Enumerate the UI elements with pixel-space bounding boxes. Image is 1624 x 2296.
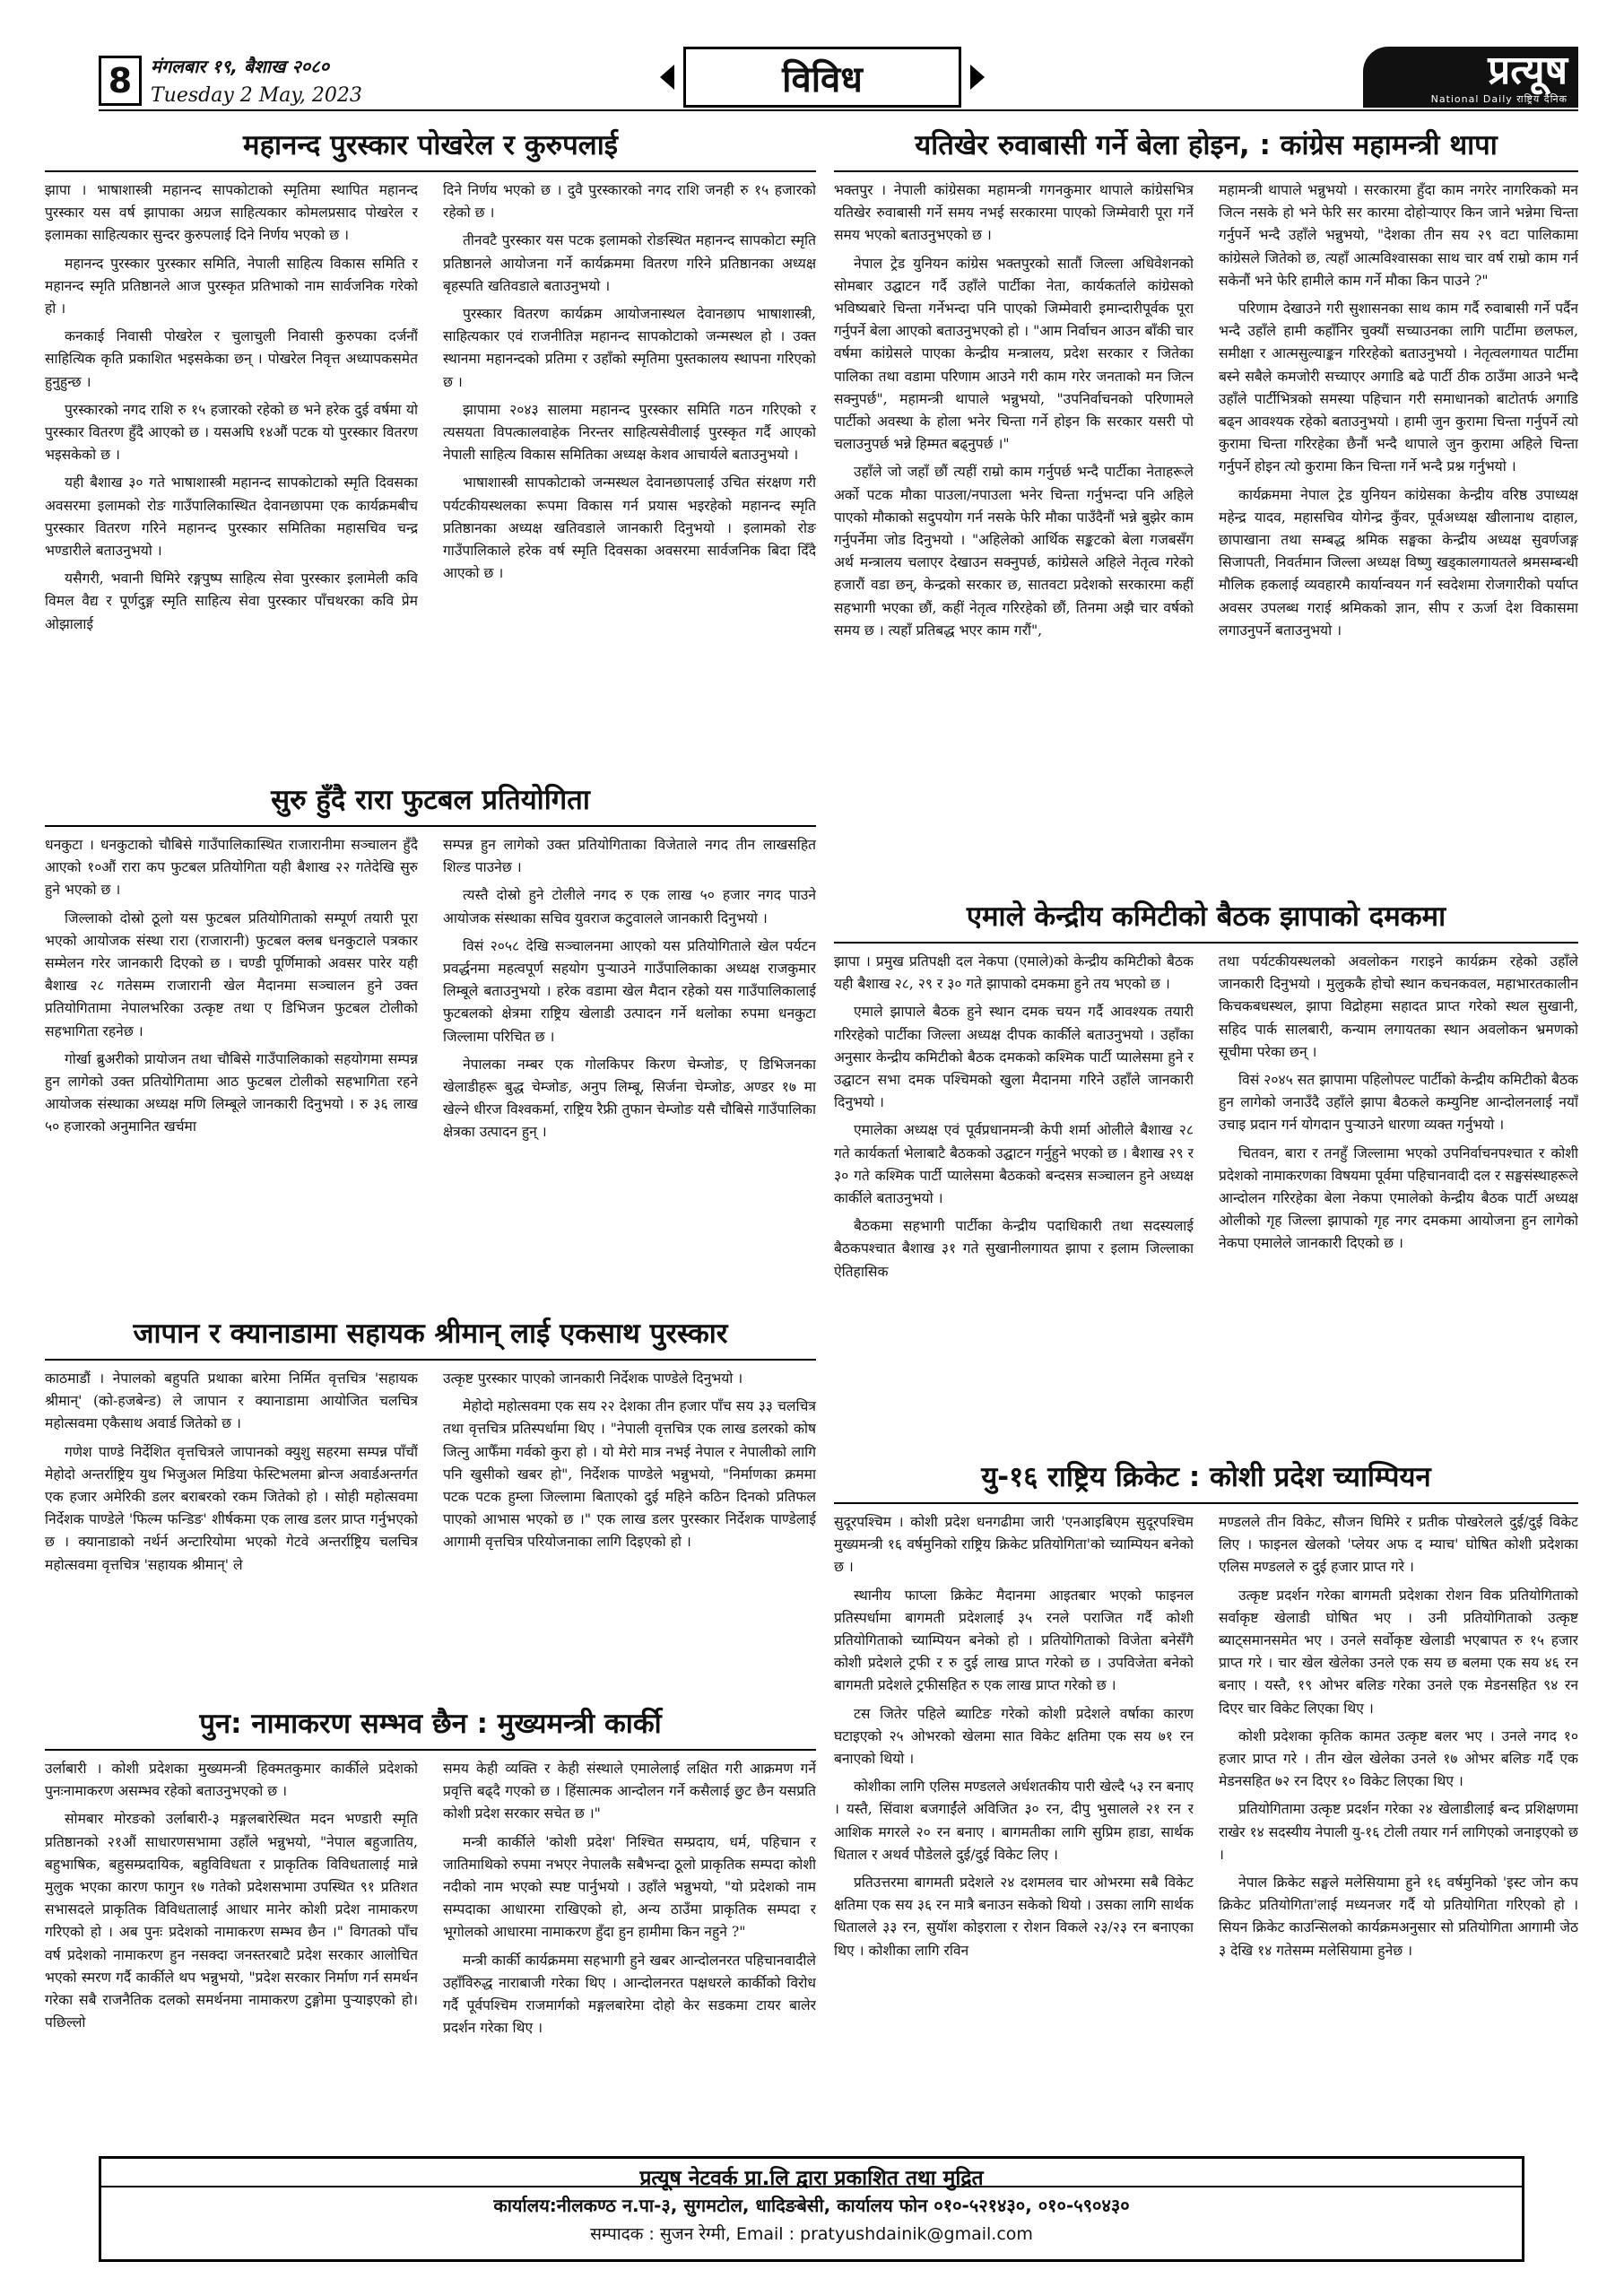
- headline: महानन्द पुरस्कार पोखरेल र कुरुपलाई: [45, 126, 816, 172]
- paragraph: यसैगरी, भवानी घिमिरे रङ्गपुष्प साहित्य सेवा पुरस्कार इलामेली कवि विमल वैद्य र पूर्णदुङ्ग स्मृति साहित्य सेवा पुरस्कार पाँचथरका कवि प्रेम ओझालाई: [45, 570, 418, 632]
- footer-office: कार्यालय:नीलकण्ठ न.पा-३, सुगमटोल, धादिङबेसी, कार्यालय फोन ०१०-५२१४३०, ०१०-५९०४३०: [493, 2195, 1130, 2216]
- page-number: 8: [99, 56, 142, 106]
- article-column: [45, 179, 418, 774]
- article-rara: [45, 780, 816, 1309]
- paragraph: कनकाई निवासी पोखरेल र चुलाचुली निवासी कुरुपका दर्जनौं साहित्यिक कृति प्रकाशित भइसकेका छन् । पोखरेल निवृत्त अध्यापकसमेत हुनुहुन्छ ।: [45, 328, 418, 390]
- paragraph: सोमबार मोरङको उर्लाबारी-३ मङ्गलबारेस्थित मदन भण्डारी स्मृति प्रतिष्ठानको २१औं साधारणसभामा उहाँले भन्नुभयो, "नेपाल बहुजातिय, बहुभाषिक, बहुसम्प्रदायिक, बहुविविधता र प्राकृतिक विविधतालाई मान्ने मुलुक भएका कारण फागुन १७ गतेको प्रदेशसभामा उपस्थित ९१ प्रतिशत सभासदले प्राकृतिक विविधतालाई आधार मानेर कोशी प्रदेश नामाकरण गरिएको हो । अब पुनः प्रदेशको नामाकरण सम्भव छैन ।" विगतको पाँच वर्ष प्रदेशको नामाकरण हुन नसक्दा जनस्तरबाटै प्रदेश सरकार आलोचित भएको स्मरण गर्दै कार्कीले थप भन्नुभयो, "प्रदेश सरकार निर्माण गर्न समर्थन गरेका सबै राजनैतिक दलको समर्थनमा नामाकरण टुङ्गोमा पुऱ्याइएको हो। पछिल्लो: [45, 1811, 418, 2031]
- paragraph: झापा । भाषाशास्त्री महानन्द सापकोटाको स्मृतिमा स्थापित महानन्द पुरस्कार यस वर्ष झापाका अग्रज साहित्यकार कोमलप्रसाद पोखरेल र इलामका साहित्यकार सुन्दर कुरुपलाई दिने निर्णय भएको छ ।: [45, 182, 418, 244]
- article-mahananda: [45, 126, 816, 776]
- paragraph: नेपाल क्रिकेट सङ्घले मलेसियामा हुने १६ वर्षमुनिको 'इस्ट जोन कप क्रिकेट प्रतियोगिता'लाई मध्यनजर गर्दै यो प्रतियोगिता गरिएको हो । सियन क्रिकेट काउन्सिलको कार्यक्रमअनुसार सो प्रतियोगिता आगामी जेठ ३ देखि १४ गतेसम्म मलेसियामा हुनेछ ।: [1219, 1874, 1578, 1959]
- article-column: [45, 1758, 418, 2146]
- paragraph: प्रतिउत्तरमा बागमती प्रदेशले २४ दशमलव चार ओभरमा सबै विकेट क्षतिमा एक सय ३६ रन मात्रै बनाउन सकेको थियो । उसका लागि सार्थक धितालले ३३ रन, सुयॉश कोइराला र रोशन विकले २३/२३ रन बनाएका थिए । कोशीका लागि रविन: [834, 1874, 1194, 1959]
- paragraph: टस जितेर पहिले ब्याटिङ गरेको कोशी प्रदेशले वर्षाका कारण घटाइएको २५ ओभरको खेलमा सात विकेट क्षतिमा एक सय ७१ रन बनाएको थियो ।: [834, 1705, 1194, 1768]
- headline: यतिखेर रुवाबासी गर्ने बेला होइन, : कांग्रेस महामन्त्री थापा: [834, 126, 1578, 172]
- article-column: [834, 179, 1194, 891]
- paragraph: जिल्लाको दोस्रो ठूलो यस फुटबल प्रतियोगिताको सम्पूर्ण तयारी पूरा भएको आयोजक संस्था रारा (राजारानी) फुटबल क्लब धनकुटाले पत्रकार सम्मेलन गरेर जानकारी दिएको छ । चण्डी पूर्णिमाको अवसर पारेर यही बैशाख २८ गतेसम्म राजारानी खेल मैदानमा सञ्चालन हुने उक्त प्रतियोगितामा नेपालभरिका उत्कृष्ट तथा ए डिभिजन फुटबल टोलीको सहभागिता रहनेछ ।: [45, 909, 418, 1039]
- footer-imprint: [99, 2156, 1524, 2262]
- paragraph: कोशीका लागि एलिस मण्डलले अर्धशतकीय पारी खेल्दै ५३ रन बनाए । यस्तै, सिंवाश बजगाईंले अविजित ३० रन, दीपु भुसालले २१ रन र आशिक मगरले २० रन बनाए । बागमतीका लागि सुप्रिम हाडा, सार्थक धिताल र अथर्व पौडेलले दुई/दुई विकेट लिए ।: [834, 1779, 1194, 1863]
- date-english: Tuesday 2 May, 2023: [151, 84, 362, 107]
- paragraph: कार्यक्रममा नेपाल ट्रेड युनियन कांग्रेसका केन्द्रीय वरिष्ठ उपाध्यक्ष महेन्द्र यादव, महासचिव योगेन्द्र कुँवर, पूर्वअध्यक्ष खीलानाथ दाहाल, छापाखाना तथा सम्बद्ध श्रमिक सङ्घका केन्द्रीय अध्यक्ष सुवर्णजङ्ग सिजापती, निवर्तमान जिल्ला अध्यक्ष विष्णु खड्कालगायतले श्रमसम्बन्धी मौलिक हकलाई व्यवहारमै कार्यान्वयन गर्न स्वदेशमा रोजगारीको पर्याप्त अवसर उपलब्ध गराई श्रमिकको ज्ञान, सीप र ऊर्जा देश विकासमा लगाउनुपर्ने बताउनुभयो ।: [1219, 486, 1578, 639]
- paragraph: उत्कृष्ट पुरस्कार पाएको जानकारी निर्देशक पाण्डेले दिनुभयो ।: [443, 1370, 743, 1387]
- masthead-rule: [99, 109, 1578, 111]
- triangle-left-icon: [660, 65, 674, 90]
- newspaper-logo: [1363, 47, 1578, 108]
- paragraph: पुरस्कार वितरण कार्यक्रम आयोजनास्थल देवानछाप भाषाशास्त्री, साहित्यकार एवं राजनीतिज्ञ महानन्द सापकोटाको जन्मस्थल हो । उक्त स्थानमा महानन्दको प्रतिमा र उहाँको स्मृतिमा पुस्तकालय स्थापना गरिएको छ ।: [443, 306, 816, 390]
- paragraph: प्रतियोगितामा उत्कृष्ट प्रदर्शन गरेका २४ खेलाडीलाई बन्द प्रशिक्षणमा राखेर १४ सदस्यीय नेपाली यु-१६ टोली तयार गर्न लागिएको जनाइएको छ ।: [1219, 1801, 1578, 1863]
- footer-editor: सम्पादक : सुजन रेग्मी, Email : pratyushdainik@gmail.com: [590, 2224, 1033, 2244]
- article-column: [1219, 1511, 1578, 2146]
- logo-text: प्रत्यूष: [1488, 47, 1568, 93]
- article-column: [45, 1368, 418, 1698]
- paragraph: उत्कृष्ट प्रदर्शन गरेका बागमती प्रदेशका रोशन विक प्रतियोगिताको सर्वाकृष्ट खेलाडी घोषित भए । उनी प्रतियोगिताको उत्कृष्ट ब्याट्समानसमेत भए । उनले सर्वोकृष्ट खेलाडी भएबापत रु १५ हजार प्राप्त गरे । चार खेल खेलेका उनले एक सय छ बलमा एक सय ४६ रन बनाए । यस्तै, १९ ओभर बलिङ गरेका उनले एक मेडनसहित ९४ रन दिएर चार विकेट लिएका थिए ।: [1219, 1587, 1578, 1717]
- triangle-right-icon: [970, 65, 985, 90]
- paragraph: चितवन, बारा र तनहुँ जिल्लामा भएको उपनिर्वाचनपश्चात र कोशी प्रदेशको नामाकरणका विषयमा पूर्वमा पहिचानवादी दल र सङ्घसंस्थाहरूले आन्दोलन गरिरहेका बेला नेकपा एमालेको केन्द्रीय बैठक पार्टी अध्यक्ष ओलीको गृह जिल्ला झापाको गृह नगर दमकमा आयोजना हुन लागेको नेकपा एमालेले जानकारी दिएको छ ।: [1219, 1144, 1578, 1252]
- paragraph: नेपालका नम्बर एक गोलकिपर किरण चेम्जोङ, ए डिभिजनका खेलाडीहरू बुद्ध चेम्जोङ, अनुप लिम्बू, सिर्जना चेम्जोङ, अण्डर १७ मा खेल्ने धीरज विश्वकर्मा, राष्ट्रिय रैफ्री तुफान चेम्जोङ यसै चौबिसे गाउँपालिका क्षेत्रका उत्पादन हुन् ।: [443, 1056, 816, 1141]
- paragraph: एमाले झापाले बैठक हुने स्थान दमक चयन गर्दै आवश्यक तयारी गरिरहेको पार्टीका जिल्ला अध्यक्ष दीपक कार्कीले बताउनुभयो । उहाँका अनुसार केन्द्रीय कमिटीको बैठक दमकको कश्मिक पार्टी प्यालेसमा हुने र उद्घाटन सभा दमक पश्चिमको खुला मैदानमा गरिने उहाँले जानकारी दिनुभयो ।: [834, 1004, 1194, 1111]
- paragraph: त्यस्तै दोस्रो हुने टोलीले नगद रु एक लाख ५० हजार नगद पाउने आयोजक संस्थाका सचिव युवराज कटुवालले जानकारी दिनुभयो ।: [443, 887, 816, 926]
- paragraph: भक्तपुर । नेपाली कांग्रेसका महामन्त्री गगनकुमार थापाले कांग्रेसभित्र यतिखेर रुवाबासी गर्ने समय नभई सरकारमा पाएको जिम्मेवारी पूरा गर्ने समय भएको बताउनुभएको छ ।: [834, 182, 1194, 244]
- paragraph: दिने निर्णय भएको छ । दुवै पुरस्कारको नगद राशि जनही रु १५ हजारको रहेको छ ।: [443, 182, 816, 222]
- paragraph: मण्डलले तीन विकेट, सौजन घिमिरे र प्रतीक पोखरेलले दुई/दुई विकेट लिए । फाइनल खेलको 'प्लेयर अफ द म्याच' घोषित कोशी प्रदेशका एलिस मण्डलले रु दुई हजार प्राप्त गरे ।: [1219, 1514, 1578, 1576]
- paragraph: विसं २०४५ सत झापामा पहिलोपल्ट पार्टीको केन्द्रीय कमिटीको बैठक हुन लागेको जनाउँदै उहाँले झापा बैठकले कम्युनिष्ट आन्दोलनलाई नयाँ उचाइ प्रदान गर्न योगदान पुऱ्याउने धारणा व्यक्त गर्नुभयो ।: [1219, 1072, 1578, 1134]
- paragraph: यही बैशाख ३० गते भाषाशास्त्री महानन्द सापकोटाको स्मृति दिवसका अवसरमा इलामको रोङ गाउँपालिकास्थित देवानछापमा एक कार्यक्रमबीच पुरस्कार वितरण गरिने महानन्द पुरस्कार समितिका महासचिव चन्द्र भण्डारीले बताउनुभयो ।: [45, 474, 418, 560]
- article-column: [45, 834, 418, 1308]
- article-cricket: [834, 1457, 1578, 2148]
- article-japan: [45, 1314, 816, 1700]
- paragraph: सम्पन्न हुन लागेको उक्त प्रतियोगिताका विजेताले नगद तीन लाखसहित शिल्ड पाउनेछ ।: [443, 837, 816, 876]
- headline: एमाले केन्द्रीय कमिटीको बैठक झापाको दमकमा: [834, 897, 1578, 944]
- headline: यु-१६ राष्ट्रिय क्रिकेट : कोशी प्रदेश च्याम्पियन: [834, 1457, 1578, 1504]
- paragraph: बैठकमा सहभागी पार्टीका केन्द्रीय पदाधिकारी तथा सदस्यलाई बैठकपश्चात बैशाख ३१ गते सुखानीलगायत झापा र इलाम जिल्लाका ऐतिहासिक: [834, 1218, 1194, 1280]
- paragraph: स्थानीय फाप्ला क्रिकेट मैदानमा आइतबार भएको फाइनल प्रतिस्पर्धामा बागमती प्रदेशलाई ३५ रनले पराजित गर्दै कोशी प्रतियोगिताको च्याम्पियन बनेको हो । प्रतियोगिताको विजेता बनेसँगै कोशी प्रदेशले ट्रफी र रु दुई लाख प्राप्त गरेको छ । उपविजेता बनेको बागमती प्रदेशले ट्रफीसहित रु एक लाख प्राप्त गरेको छ ।: [834, 1587, 1194, 1694]
- article-column: [443, 1758, 816, 2146]
- paragraph: गणेश पाण्डे निर्देशित वृत्तचित्रले जापानको क्युशु सहरमा सम्पन्न पाँचौं मेहोदो अन्तर्राष्ट्रिय युथ भिजुअल मिडिया फेस्टिभलमा ब्रोन्ज अवार्डअन्तर्गत एक हजार अमेरिकी डलर बराबरको रकम जितेको हो । सोही महोत्सवमा निर्देशक पाण्डेले 'फिल्म फन्डिङ' शीर्षकमा एक लाख डलर प्राप्त गर्नुभएको छ । क्यानाडाको नर्थर्न अन्टारियोमा भएको गेटवे अन्तर्राष्ट्रिय चलचित्र महोत्सवमा वृत्तचित्र 'सहायक श्रीमान्' ले: [45, 1443, 418, 1573]
- date-nepali: मंगलबार १९, बैशाख २०८०: [151, 56, 330, 77]
- paragraph: काठमाडौं । नेपालको बहुपति प्रथाका बारेमा निर्मित वृत्तचित्र 'सहायक श्रीमान्' (को-हजबेन्ड) ले जापान र क्यानाडामा आयोजित चलचित्र महोत्सवमा एकैसाथ अवार्ड जितेको छ ।: [45, 1370, 418, 1432]
- paragraph: परिणाम देखाउने गरी सुशासनका साथ काम गर्दै रुवाबासी गर्ने पर्दैन भन्दै उहाँले हामी कहाँनिर चुक्यौं सच्याउनका लागि पार्टीमा छलफल, समीक्षा र आत्मसुल्याङ्कन गरिरहेको बताउनुभयो । नेतृत्वलगायत पार्टीमा बस्ने सबैले कमजोरी सच्याएर अगाडि बढे पार्टी ठीक ठाउँमा आउने भन्दै उहाँले पार्टीभित्रको समस्या पहिचान गरी समाधानको बाटोतर्फ अगाडि बढ्न आवश्यक रहेको बताउनुभयो । हामी जुन कुरामा चिन्ता गर्नुपर्ने त्यो कुरामा चिन्ता गरिरहेका छैनौं भन्दै थापाले जुन कुरामा अहिले चिन्ता गर्नुपर्ने होइन त्यो कुरामा किन चिन्ता गर्ने भन्दै प्रश्न गर्नुभयो ।: [1219, 300, 1578, 475]
- article-column: [834, 951, 1194, 1451]
- paragraph: पुरस्कारको नगद राशि रु १५ हजारको रहेको छ भने हरेक दुई वर्षमा यो पुरस्कार वितरण हुँदै आएको छ । यसअघि १४औं पटक यो पुरस्कार वितरण भइसकेको छ ।: [45, 401, 418, 464]
- paragraph: उर्लाबारी । कोशी प्रदेशका मुख्यमन्त्री हिक्मतकुमार कार्कीले प्रदेशको पुनःनामाकरण असम्भव रहेको बताउनुभएको छ ।: [45, 1761, 418, 1800]
- paragraph: झापामा २०४३ सालमा महानन्द पुरस्कार समिति गठन गरिएको र त्यसयता विपत्कालवाहेक निरन्तर साहित्यसेवीलाई पुरस्कृत गर्दै आएको नेपाली साहित्य विकास समितिका अध्यक्ष केशव आचार्यले बताउनुभयो ।: [443, 401, 816, 464]
- paragraph: महामन्त्री थापाले भन्नुभयो । सरकारमा हुँदा काम नगरेर नागरिकको मन जित्न नसके हो भने फेरि सर कारमा दोहोऱ्याएर किन जाने भन्नेमा चिन्ता गर्नुपर्ने भन्दै उहाँले भन्नुभयो, "देशका तीन सय २९ वटा पालिकामा कांग्रेसले जितेको छ, त्यहाँ आत्मविश्वासका साथ चार वर्ष राम्रो काम गर्न सकेनौं भने फेरि हामीले काम गर्ने मौका किन पाउने ?": [1219, 182, 1578, 289]
- paragraph: तथा पर्यटकीयस्थलको अवलोकन गराइने कार्यक्रम रहेको उहाँले जानकारी दिनुभयो । मुलुककै होचो स्थान कचनकवल, महाभारतकालीन किचकबधस्थल, झापा विद्रोहमा सहादत प्राप्त गरेको स्थल सुखानी, सहिद पार्क सालबारी, कन्याम लगायतका स्थान अवलोकन भ्रमणको सूचीमा परेका छन् ।: [1219, 953, 1578, 1060]
- paragraph: समय केही व्यक्ति र केही संस्थाले एमालेलाई लक्षित गरी आक्रमण गर्ने प्रवृत्ति बढ्दै गएको छ । हिंसात्मक आन्दोलन गर्ने कसैलाई छुट छैन यसप्रति कोशी प्रदेश सरकार सचेत छ ।": [443, 1761, 816, 1822]
- paragraph: विसं २०५८ देखि सञ्चालनमा आएको यस प्रतियोगिताले खेल पर्यटन प्रवर्द्धनमा महत्वपूर्ण सहयोग पुऱ्याउने गाउँपालिकाका अध्यक्ष राजकुमार लिम्बूले बताउनुभयो । हरेक वडामा खेल मैदान रहेको यस गाउँपालिकालाई फुटबलको क्षेत्रमा राष्ट्रिय खेलाडी उत्पादन गर्ने थलोका रुपमा धनकुटा जिल्लामा परिचित छ ।: [443, 937, 816, 1045]
- paragraph: मेहोदो महोत्सवमा एक सय २२ देशका तीन हजार पाँच सय ३३ चलचित्र तथा वृत्तचित्र प्रतिस्पर्धामा थिए । "नेपाली वृत्तचित्र एक लाख डलरको कोष जित्नु आफैँमा गर्वको कुरा हो । यो मेरो मात्र नभई नेपाल र नेपालीको लागि पनि खुसीको खबर हो", निर्देशक पाण्डेले भन्नुभयो, "निर्माणका क्रममा पटक पटक हुम्ला जिल्लामा बिताएको दुई महिने कठिन दिनको प्रतिफल पाएको आभास भएको छ ।" एक लाख डलर पुरस्कार निर्देशक पाण्डेलाई आगामी वृत्तचित्र परियोजनाका लागि दिइएको हो ।: [443, 1398, 816, 1551]
- paragraph: भाषाशास्त्री सापकोटाको जन्मस्थल देवानछापलाई उचित संरक्षण गरी पर्यटकीयस्थलका रूपमा विकास गर्न प्रयास भइरहेको महानन्द स्मृति प्रतिष्ठानका अध्यक्ष खतिवडाले जानकारी दिनुभयो । इलामको रोङ गाउँपालिकाले हरेक वर्ष स्मृति दिवसका अवसरमा सार्वजनिक बिदा दिँदै आएको छ ।: [443, 474, 816, 582]
- article-namakaran: [45, 1704, 816, 2148]
- article-column: [1219, 179, 1578, 891]
- paragraph: महानन्द पुरस्कार पुरस्कार समिति, नेपाली साहित्य विकास समिति र महानन्द स्मृति प्रतिष्ठानले आज पुरस्कृत प्रतिभाको नाम सार्वजनिक गरेको हो ।: [45, 255, 418, 317]
- article-column: [834, 1511, 1194, 2146]
- paragraph: मन्त्री कार्की कार्यक्रममा सहभागी हुने खबर आन्दोलनरत पहिचानवादीले उहाँविरुद्ध नाराबाजी गरेका थिए । आन्दोलनरत पक्षधरले कार्कीको विरोध गर्दै पूर्वपश्चिम राजमार्गको मङ्गलबारेमा दोहो केर सडकमा टायर बालेर प्रदर्शन गरेका थिए ।: [443, 1952, 816, 2037]
- paragraph: गोर्खा ब्रुअरीको प्रायोजन तथा चौबिसे गाउँपालिकाको सहयोगमा सम्पन्न हुन लागेको उक्त प्रतियोगितामा आठ फुटबल टोलीको सहभागिता रहने आयोजक संस्थाका अध्यक्ष मणि लिम्बूले जानकारी दिनुभयो । रु ३६ लाख ५० हजारको अनुमानित खर्चमा: [45, 1050, 418, 1135]
- article-column: [1219, 951, 1578, 1451]
- paragraph: एमालेका अध्यक्ष एवं पूर्वप्रधानमन्त्री केपी शर्मा ओलीले बैशाख २८ गते कार्यकर्ता भेलाबाटै बैठकको उद्घाटन गर्नुहुने भएको छ । बैशाख २९ र ३० गते कश्मिक पार्टी प्यालेसमा बैठकको बन्दसत्र सञ्चालन हुने अध्यक्ष कार्कीले बताउनुभयो ।: [834, 1122, 1194, 1207]
- headline: जापान र क्यानाडामा सहायक श्रीमान् लाई एकसाथ पुरस्कार: [45, 1314, 816, 1361]
- article-emale: [834, 897, 1578, 1453]
- section-title: विविध: [683, 47, 961, 108]
- footer-divider: [101, 2186, 1522, 2187]
- footer-publisher: प्रत्यूष नेटवर्क प्रा.लि द्वारा प्रकाशित तथा मुद्रित: [639, 2167, 984, 2190]
- article-congress: [834, 126, 1578, 892]
- article-column: [443, 179, 816, 774]
- paragraph: तीनवटै पुरस्कार यस पटक इलामको रोङस्थित महानन्द सापकोटा स्मृति प्रतिष्ठानले आयोजना गर्ने कार्यक्रममा वितरण गरिने प्रतिष्ठानका अध्यक्ष बृहस्पति खतिवडाले बताउनुभयो ।: [443, 232, 816, 294]
- paragraph: मन्त्री कार्कीले 'कोशी प्रदेश' निश्चित सम्प्रदाय, धर्म, पहिचान र जातिमाथिको रुपमा नभएर नेपालकै सबैभन्दा ठूलो प्राकृतिक सम्पदा कोशी नदीको नाम भएको स्पष्ट पार्नुभयो । उहाँले भन्नुभयो, "यो प्रदेशको नाम सम्पदाका आधारमा राखिएको हो, अन्य ठाउँमा प्राकृतिक सम्पदा र भूगोलको आधारमा नामाकरण हुँदा हुन हामीमा किन नहुने ?": [443, 1833, 816, 1941]
- article-column: [443, 1368, 816, 1698]
- logo-tagline: National Daily राष्ट्रिय दैनिक: [1430, 92, 1568, 105]
- headline: पुन: नामाकरण सम्भव छैन : मुख्यमन्त्री कार्की: [45, 1704, 816, 1751]
- article-column: [443, 834, 816, 1308]
- paragraph: झापा । प्रमुख प्रतिपक्षी दल नेकपा (एमाले)को केन्द्रीय कमिटीको बैठक यही बैशाख २८, २९ र ३० गते झापाको दमकमा हुने तय भएको छ ।: [834, 953, 1194, 993]
- paragraph: नेपाल ट्रेड युनियन कांग्रेस भक्तपुरको सातौं जिल्ला अधिवेशनको सोमबार उद्घाटन गर्दै उहाँले पार्टीका नेता, कार्यकर्ताले कांग्रेसको भविष्यबारे चिन्ता गर्नेभन्दा पनि पाएको जिम्मेवारी इमान्दारीपूर्वक पूरा गर्नुपर्ने बेला आएको बताउनुभएको हो । "आम निर्वाचन आउन बाँकी चार वर्षमा कांग्रेसले पाएका केन्द्रीय मन्त्रालय, प्रदेश सरकार र जितेका पालिका तथा वडामा परिणाम आउने गरी काम गरेर जनताको मन जित्न सक्नुपर्छ", महामन्त्री थापाले भन्नुभयो, "उपनिर्वाचनको परिणामले पार्टीको अवस्था के होला भनेर चिन्ता गर्ने होइन कि सरकार यसरी पो चलाउनुपर्छ भन्ने हिम्मत बढ्नुपर्छ ।": [834, 255, 1194, 453]
- paragraph: कोशी प्रदेशका कृतिक कामत उत्कृष्ट बलर भए । उनले नगद १० हजार प्राप्त गरे । तीन खेल खेलेका उनले १७ ओभर बलिङ गर्दै एक मेडनसहित ७२ रन दिएर १० विकेट लिएका थिए ।: [1219, 1727, 1578, 1790]
- paragraph: सुदूरपश्चिम । कोशी प्रदेश धनगढीमा जारी 'एनआइबिएम सुदूरपश्चिम मुख्यमन्त्री १६ वर्षमुनिको राष्ट्रिय क्रिकेट प्रतियोगिता'को च्याम्पियन बनेको छ ।: [834, 1514, 1194, 1576]
- paragraph: धनकुटा । धनकुटाको चौबिसे गाउँपालिकास्थित राजारानीमा सञ्चालन हुँदै आएको १०औं रारा कप फुटबल प्रतियोगिता यही बैशाख २२ गतेदेखि सुरु हुने भएको छ ।: [45, 837, 418, 899]
- masthead: [45, 43, 1578, 115]
- headline: सुरु हुँदै रारा फुटबल प्रतियोगिता: [45, 780, 816, 827]
- paragraph: उहाँले जो जहाँ छौं त्यहीं राम्रो काम गर्नुपर्छ भन्दै पार्टीका नेताहरूले अर्को पटक मौका पाउला/नपाउला भनेर चिन्ता गर्नुभन्दा पनि अहिले पाएको मौकाको सदुपयोग गर्न नसके फेरि मौका पाउँदैनौं भन्ने बुझेर काम गर्नुपर्नेमा जोड दिनुभयो । "अहिलेको आर्थिक सङ्कटको बेला गजबसँग अर्थ मन्त्रालय चलाएर देखाउन सक्नुपर्छ, कांग्रेसले अहिले नेतृत्व गरेको हजारौं वडा छन्, केन्द्रको सरकार छ, सातवटा प्रदेशको सरकारमा कहीं सहभागी भएका छौं, कहीं नेतृत्व गरिरहेको छौं, तिनमा अझै चार वर्षको समय छ । त्यहाँ प्रतिबद्ध भएर काम गरौं",: [834, 464, 1194, 639]
